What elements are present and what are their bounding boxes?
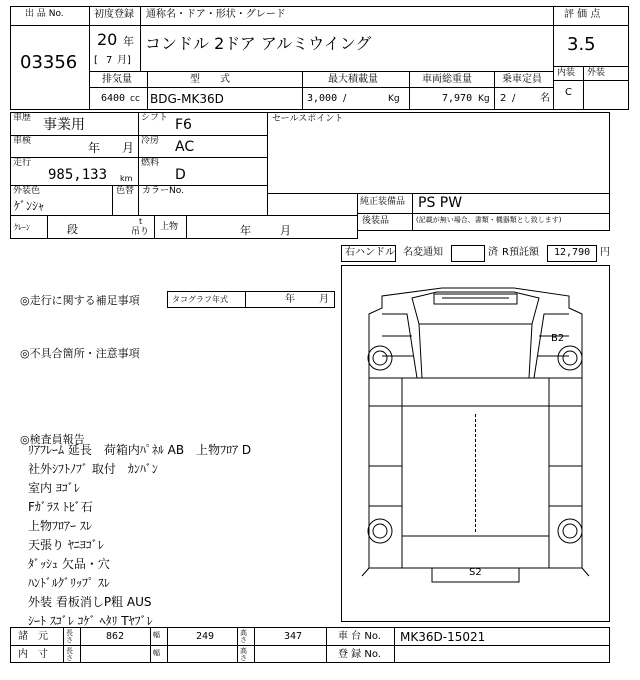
- report-line: ﾘｱﾌﾚｰﾑ 延長 荷箱内ﾊﾟﾈﾙ AB 上物ﾌﾛｱ D: [28, 443, 252, 457]
- displacement-unit: cc: [130, 94, 140, 104]
- mark-s2: S2: [469, 567, 482, 578]
- defects-label: ◎不具合箇所・注意事項: [20, 347, 140, 360]
- crane-ton: t: [139, 217, 143, 226]
- shift: F6: [175, 117, 192, 133]
- sales-point-label: セールスポイント: [272, 114, 344, 124]
- tacho-year: 年: [285, 294, 295, 305]
- reg-year: 20: [97, 30, 118, 49]
- max-load-label: 最大積載量: [328, 74, 378, 85]
- reg-month-open: [: [94, 55, 98, 66]
- history-label: 車歴: [13, 113, 32, 123]
- report-line: Fｶﾞﾗｽ ﾄﾋﾞ石: [28, 500, 93, 514]
- height: 347: [284, 631, 303, 642]
- std-equip: PS PW: [418, 195, 463, 211]
- name-change-box: [451, 245, 485, 262]
- height-label: 高さ: [240, 629, 247, 644]
- aftermarket-note: (記載が無い場合、書類・機器類とし致します): [416, 216, 562, 224]
- inspector-label: ◎検査員報告: [20, 433, 85, 446]
- length-label-inner: 長さ: [66, 647, 73, 662]
- fuel: D: [175, 167, 186, 183]
- interior-grade: C: [565, 87, 572, 98]
- fuel-label: 燃料: [141, 158, 160, 168]
- gross-weight: 7,970: [442, 93, 473, 104]
- score: 3.5: [567, 34, 596, 55]
- rhd-label: 右ハンドル: [345, 247, 395, 258]
- mileage-unit: km: [120, 174, 133, 183]
- model: BDG-MK36D: [150, 92, 224, 106]
- center-line: [475, 414, 476, 532]
- inspector-report: [28, 441, 251, 631]
- chassis-no: MK36D-15021: [400, 630, 486, 644]
- driving-notes-label: ◎走行に関する補足事項: [20, 294, 140, 307]
- mileage-label: 走行: [13, 158, 32, 168]
- max-load-slash: /: [343, 93, 347, 104]
- recycle-label: R預託額: [502, 247, 539, 258]
- report-line: 天張り ﾔﾆﾖｺﾞﾚ: [28, 538, 104, 552]
- gross-weight-unit: Kg: [478, 94, 490, 104]
- upper-label: 上物: [160, 222, 179, 232]
- report-line: 社外ｼﾌﾄﾉﾌﾞ 取付 ｶﾝﾊﾞﾝ: [28, 462, 158, 476]
- inspection-label: 車検: [13, 136, 32, 146]
- width: 249: [196, 631, 215, 642]
- yen-unit: 円: [600, 247, 610, 258]
- capacity-unit: 名: [540, 93, 550, 104]
- crane-hoist: 吊り: [131, 227, 150, 237]
- capacity: 2: [500, 93, 507, 104]
- deposit-mark: 済: [488, 247, 498, 258]
- crane-label: ｸﾚｰﾝ: [14, 223, 30, 232]
- chassis-label: 車 台 No.: [338, 631, 381, 642]
- report-line: 外装 看板消しP粗 AUS: [28, 595, 152, 609]
- max-load-unit: Kg: [388, 94, 400, 104]
- height-label-inner: 高さ: [240, 647, 247, 662]
- shift-label: シフト: [141, 113, 169, 123]
- reg-label: 登 録 No.: [338, 649, 381, 660]
- std-equip-label: 純正装備品: [360, 197, 406, 207]
- inspection-year: 年: [88, 141, 101, 155]
- report-line: ｼｰﾄ ｽｺﾞﾚ ｺｹﾞ ﾍﾀﾘ Tﾔﾌﾞﾚ: [28, 614, 153, 628]
- width-label: 幅: [153, 631, 160, 639]
- capacity-slash: /: [512, 93, 516, 104]
- length-label: 長さ: [66, 629, 73, 644]
- score-label: 評 価 点: [564, 9, 601, 20]
- model-label: 型 式: [190, 74, 230, 85]
- crane-stage: 段: [67, 223, 78, 236]
- ac-label: 冷房: [141, 136, 160, 146]
- spec-label: 諸 元: [18, 631, 48, 642]
- vehicle-diagram: [341, 265, 610, 622]
- tacho-label: タコグラフ年式: [172, 295, 228, 304]
- color-code-label: カラーNo.: [142, 186, 184, 196]
- reg-year-unit: 年: [123, 35, 134, 48]
- ac: AC: [175, 139, 195, 155]
- first-reg-label: 初度登録: [94, 9, 134, 20]
- reg-month: 7: [106, 55, 113, 66]
- capacity-label: 乗車定員: [502, 74, 542, 85]
- report-line: 室内 ﾖｺﾞﾚ: [28, 481, 80, 495]
- lot-no-label: 出 品 No.: [25, 9, 64, 19]
- mark-b2: B2: [551, 333, 565, 344]
- displacement: 6400: [101, 93, 126, 104]
- upper-year: 年: [240, 224, 251, 237]
- report-line: ﾀﾞｯｼｭ 欠品・穴: [28, 557, 110, 571]
- reg-month-close: 月]: [117, 55, 131, 66]
- gross-weight-label: 車両総重量: [422, 74, 472, 85]
- upper-month: 月: [280, 224, 291, 237]
- sales-point-box: [267, 112, 610, 194]
- interior-label: 内装: [557, 68, 576, 78]
- report-line: 上物ﾌﾛｱｰ ｽﾚ: [28, 519, 92, 533]
- exterior-label: 外装: [587, 68, 606, 78]
- lot-no: 03356: [20, 52, 78, 73]
- report-line: ﾊﾝﾄﾞﾙｸﾞﾘｯﾌﾟ ｽﾚ: [28, 576, 110, 590]
- width-label-inner: 幅: [153, 649, 160, 657]
- name-change-label: 名変通知: [403, 247, 443, 258]
- tacho-month: 月: [319, 294, 329, 305]
- ext-color: ｹﾞﾝｼｬ: [14, 199, 45, 213]
- max-load: 3,000: [307, 93, 338, 104]
- history: 事業用: [43, 117, 85, 133]
- recycle-amount: 12,790: [554, 247, 591, 258]
- car-name-label: 通称名・ドア・形状・グレード: [146, 9, 286, 20]
- crane-row: [10, 215, 358, 239]
- displacement-label: 排気量: [102, 74, 132, 85]
- ext-color-label: 外装色: [13, 186, 41, 196]
- aftermarket-label: 後装品: [362, 216, 390, 226]
- color-no-label: 色替: [116, 186, 135, 196]
- mileage: 985,133: [48, 167, 108, 183]
- inspection-month: 月: [122, 141, 135, 155]
- length: 862: [106, 631, 125, 642]
- inner-label: 内 寸: [18, 649, 48, 660]
- car-name: コンドル 2ドア アルミウイング: [145, 34, 372, 53]
